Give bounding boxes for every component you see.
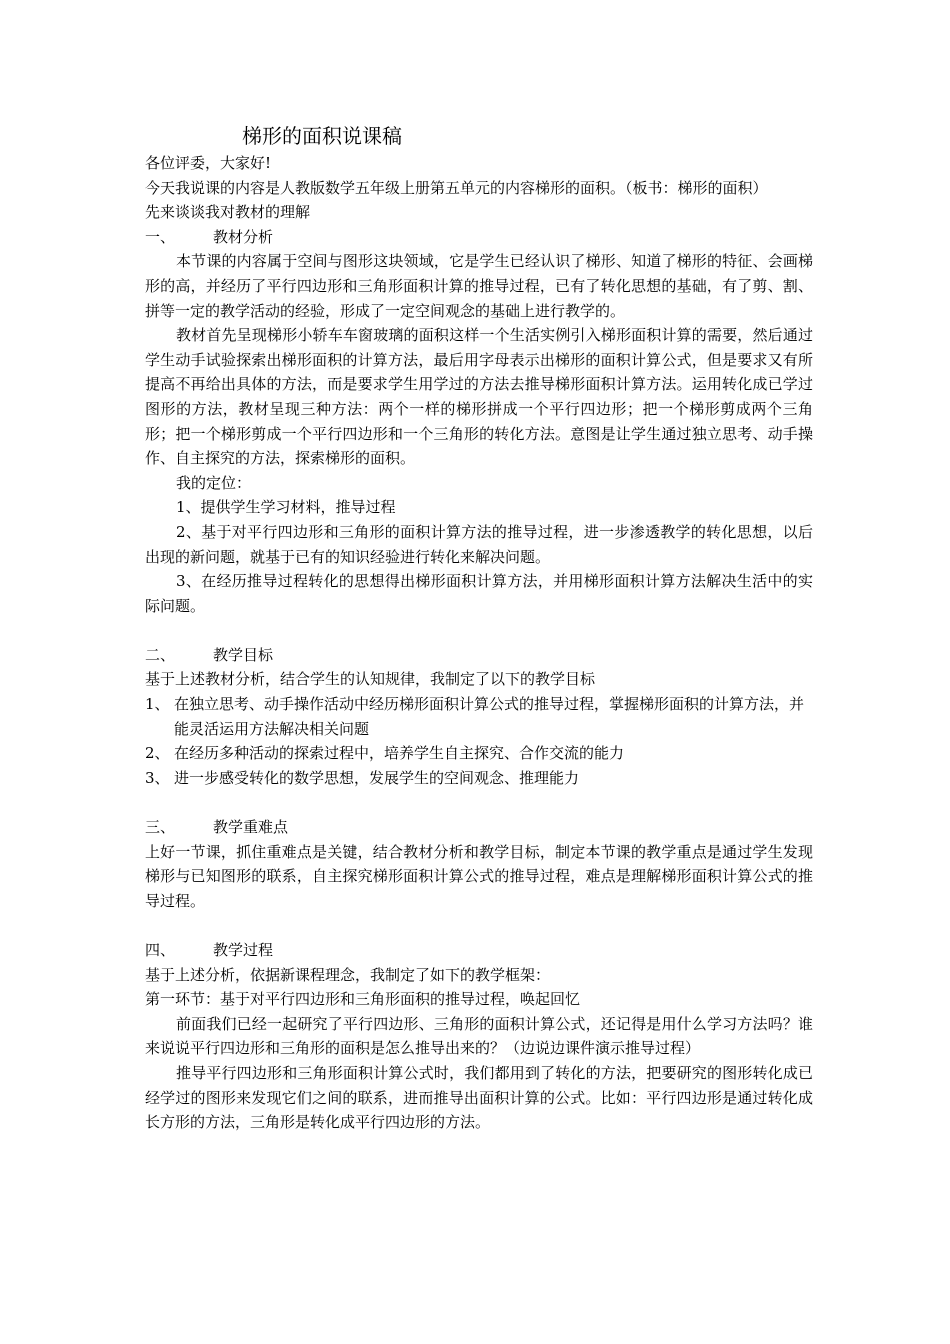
section-title: 教学重难点 bbox=[213, 818, 289, 837]
list-item bbox=[145, 692, 813, 741]
paragraph: 基于上述分析，依据新课程理念，我制定了如下的教学框架： bbox=[145, 965, 551, 984]
section-number: 二、 bbox=[145, 645, 176, 664]
paragraph: 本节课的内容属于空间与图形这块领域，它是学生已经认识了梯形、知道了梯形的特征、会画梯形的高，并经历了平行四边形和三角形面积计算的推导过程，已有了转化思想的基础，有了剪、割、拼等一定的教学活动的经验，形成了一定空间观念的基础上进行教学的。 bbox=[145, 252, 813, 320]
list-text: 进一步感受转化的数学思想，发展学生的空间观念、推理能力 bbox=[174, 768, 580, 787]
spacer bbox=[145, 618, 813, 643]
paragraph: 前面我们已经一起研究了平行四边形、三角形的面积计算公式，还记得是用什么学习方法吗？谁来说说平行四边形和三角形的面积是怎么推导出来的？（边说边课件演示推导过程） bbox=[145, 1014, 813, 1058]
document-body bbox=[145, 121, 813, 1135]
section-heading bbox=[145, 938, 813, 963]
list-item bbox=[145, 741, 813, 766]
spacer bbox=[145, 913, 813, 938]
greeting: 各位评委，大家好! bbox=[145, 154, 272, 172]
lead-line: 先来谈谈我对教材的理解 bbox=[145, 203, 311, 222]
paragraph: 2、基于对平行四边形和三角形的面积计算方法的推导过程，进一步渗透教学的转化思想，以后出现的新问题，就基于已有的知识经验进行转化来解决问题。 bbox=[145, 522, 813, 566]
list-text: 在经历多种活动的探索过程中，培养学生自主探究、合作交流的能力 bbox=[174, 744, 625, 763]
paragraph: 第一环节：基于对平行四边形和三角形面积的推导过程，唤起回忆 bbox=[145, 990, 581, 1009]
list-number: 1、 bbox=[145, 695, 170, 714]
section-title: 教材分析 bbox=[213, 227, 274, 246]
paragraph: 推导平行四边形和三角形面积计算公式时，我们都用到了转化的方法，把要研究的图形转化成已经学过的图形来发现它们之间的联系，进而推导出面积计算的公式。比如：平行四边形是通过转化成长方形的方法，三角形是转化成平行四边形的方法。 bbox=[145, 1063, 813, 1132]
paragraph: 1、提供学生学习材料，推导过程 bbox=[176, 498, 396, 517]
section-number: 四、 bbox=[145, 941, 176, 959]
list-number: 3、 bbox=[145, 768, 170, 787]
paragraph: 基于上述教材分析，结合学生的认知规律，我制定了以下的教学目标 bbox=[145, 670, 596, 689]
section-heading bbox=[145, 815, 813, 840]
section-number: 一、 bbox=[145, 227, 176, 246]
document-title: 梯形的面积说课稿 bbox=[242, 124, 402, 148]
section-title: 教学过程 bbox=[213, 941, 274, 959]
spacer bbox=[145, 790, 813, 815]
paragraph: 上好一节课，抓住重难点是关键，结合教材分析和教学目标，制定本节课的教学重点是通过学生发现梯形与已知图形的联系，自主探究梯形面积计算公式的推导过程，难点是理解梯形面积计算公式的推导过程。 bbox=[145, 842, 813, 910]
section-heading bbox=[145, 225, 813, 250]
section-heading bbox=[145, 643, 813, 668]
list-number: 2、 bbox=[145, 744, 170, 763]
section-title: 教学目标 bbox=[213, 645, 274, 664]
section-number: 三、 bbox=[145, 818, 176, 837]
intro-paragraph: 今天我说课的内容是人教版数学五年级上册第五单元的内容梯形的面积。（板书：梯形的面积） bbox=[145, 178, 768, 197]
list-item bbox=[145, 766, 813, 791]
paragraph: 3、在经历推导过程转化的思想得出梯形面积计算方法，并用梯形面积计算方法解决生活中的实际问题。 bbox=[145, 572, 813, 615]
list-text: 在独立思考、动手操作活动中经历梯形面积计算公式的推导过程，掌握梯形面积的计算方法，并能灵活运用方法解决相关问题 bbox=[174, 695, 805, 738]
paragraph: 我的定位： bbox=[176, 473, 252, 492]
paragraph: 教材首先呈现梯形小轿车车窗玻璃的面积这样一个生活实例引入梯形面积计算的需要，然后通过学生动手试验探索出梯形面积的计算方法，最后用字母表示出梯形的面积计算公式，但是要求又有所提高不再给出具体的方法，而是要求学生用学过的方法去推导梯形面积计算方法。运用转化成已学过图形的方法，教材呈现三种方法：两个一样的梯形拼成一个平行四边形；把一个梯形剪成两个三角形；把一个梯形剪成一个平行四边形和一个三角形的转化方法。意图是让学生通过独立思考、动手操作、自主探究的方法，探索梯形的面积。 bbox=[145, 326, 813, 468]
